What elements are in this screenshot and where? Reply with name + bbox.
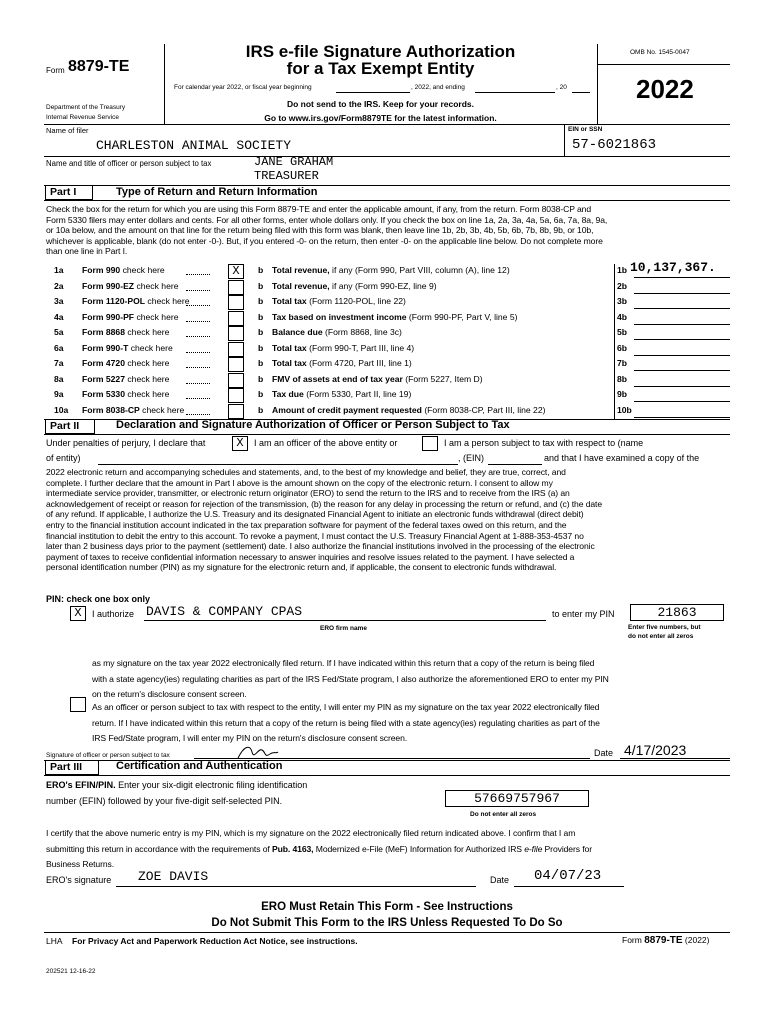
line-letter-b: b xyxy=(258,358,264,368)
line-number-a: 1a xyxy=(54,265,64,275)
entity-name-field[interactable] xyxy=(98,464,458,465)
line-letter-b: b xyxy=(258,389,264,399)
part1-label: Part I xyxy=(45,185,93,200)
entity-ein-field[interactable] xyxy=(488,464,542,465)
line-number-a: 4a xyxy=(54,311,64,322)
line-form: Form 8868 check here xyxy=(82,327,170,337)
officer-name[interactable]: JANE GRAHAM xyxy=(254,155,334,169)
tax-year: 2022 xyxy=(636,74,694,104)
officer-label: Name and title of officer or person subject to tax xyxy=(46,159,212,168)
do-not-enter-zeros: do not enter all zeros xyxy=(628,633,694,640)
officer-checkbox[interactable]: X xyxy=(232,436,248,451)
line-ref: 1b xyxy=(617,265,628,275)
line-number-a: 10a xyxy=(54,404,69,415)
line-letter-b: b xyxy=(258,404,264,415)
department-text: Department of the Treasury xyxy=(46,104,126,111)
line-form: Form 990-EZ check here xyxy=(82,280,179,291)
line-ref: 9b xyxy=(617,389,628,399)
goto-irs: Go to www.irs.gov/Form8879TE for the latest information. xyxy=(264,113,497,123)
efin-no-zeros: Do not enter all zeros xyxy=(470,811,537,818)
part3-label: Part III xyxy=(45,760,99,775)
line-number-a: 8a xyxy=(54,373,64,384)
line-form: Form 4720 check here xyxy=(82,358,170,368)
lha: LHA xyxy=(46,936,63,946)
line-description: Total tax (Form 990-T, Part III, line 4) xyxy=(272,342,415,353)
form-ref: Form 8879-TE (2022) xyxy=(622,935,710,946)
form-checkbox[interactable] xyxy=(228,280,244,295)
line-form: Form 990-T check here xyxy=(82,342,173,353)
decl-b: I am an officer of the above entity or xyxy=(254,438,398,448)
entity-end: and that I have examined a copy of the xyxy=(544,453,700,463)
omb-number: OMB No. 1545-0047 xyxy=(630,49,690,56)
calendar-mid: , 2022, and ending xyxy=(411,84,465,91)
text-line: IRS Fed/State program, I will enter my PIN on the return's disclosure consent screen. xyxy=(92,733,408,743)
line-number-a: 6a xyxy=(54,342,64,353)
ero-must-retain: ERO Must Retain This Form - See Instructions xyxy=(261,901,513,913)
text-line: later than 2 business days prior to the payment (settlement) date. I also authorize the financial institutions involved in the processing of the electronic xyxy=(46,541,595,552)
form-code: 202521 12-16-22 xyxy=(46,968,96,975)
line-form: Form 990 check here xyxy=(82,265,165,275)
line-description: FMV of assets at end of tax year (Form 5227, Item D) xyxy=(272,373,483,384)
ero-efin-pin[interactable]: 57669757967 xyxy=(445,790,589,807)
line-form: Form 5227 check here xyxy=(82,373,170,384)
line-ref: 5b xyxy=(617,327,628,337)
ero-firm-name[interactable]: DAVIS & COMPANY CPAS xyxy=(146,604,303,619)
line-letter-b: b xyxy=(258,311,264,322)
part1-intro: Check the box for the return for which you are using this Form 8879-TE and enter the applicable amount, if any, from the return. Form 8038-CP and Form 5330 filers may enter dollars and cents. For all other forms, enter whole dollars only. If you check the box on line 1a, 2a, 3a, 4a, 5a, 6a, 7a, 8a, 9a, or 10a below, and the amount on that line for the return being filed with this form was blank, then leave line 1b, 2b, 3b, 4b, 5b, 6b, 7b, 8b, 9b, or 10b, whichever is applicable, blank (do not enter -0-). But, if you entered -0- on the return, then enter -0- on the applicable line below. Do not complete more than one line in Part I. xyxy=(46,204,608,257)
line-ref: 2b xyxy=(617,280,628,291)
form-number: 8879-TE xyxy=(68,58,130,75)
line-form: Form 8038-CP check here xyxy=(82,404,185,415)
line-ref: 3b xyxy=(617,296,628,306)
filer-ein[interactable]: 57-6021863 xyxy=(572,137,657,153)
pin-heading: PIN: check one box only xyxy=(46,594,151,604)
ein-label: EIN or SSN xyxy=(568,126,603,133)
line-letter-b: b xyxy=(258,296,264,306)
ero-date-label: Date xyxy=(490,875,510,885)
entity-label: of entity) xyxy=(46,453,81,463)
ero-authorization-text xyxy=(92,656,732,703)
signature-label: Signature of officer or person subject to tax xyxy=(46,752,170,759)
text-line: as my signature on the tax year 2022 electronically filed return. If I have indicated within this return that a copy of the return is being filed xyxy=(92,658,595,668)
line-letter-b: b xyxy=(258,342,264,353)
text-line: acknowledgement of receipt or reason for rejection of the transmission, (b) the reason for any delay in processing the return or refund, and (c) the date xyxy=(46,498,603,509)
enter-five-numbers: Enter five numbers, but xyxy=(628,624,701,631)
line-ref: 7b xyxy=(617,358,628,368)
decl-a: Under penalties of perjury, I declare that xyxy=(46,438,206,448)
line-description: Tax due (Form 5330, Part II, line 19) xyxy=(272,389,412,399)
calendar-end: , 20 xyxy=(556,84,567,91)
line-description: Tax based on investment income (Form 990-PF, Part V, line 5) xyxy=(272,311,518,322)
text-line: 2022 electronic return and accompanying schedules and statements, and, to the best of my knowledge and belief, they are true, correct, and xyxy=(46,467,566,477)
declaration-paragraph xyxy=(46,467,730,573)
part1-title: Type of Return and Return Information xyxy=(116,186,318,198)
line-description: Total revenue, if any (Form 990, Part VIII, column (A), line 12) xyxy=(272,265,510,275)
text-line: personal identification number (PIN) as my signature for the electronic return and, if applicable, the consent to electronic funds withdrawal. xyxy=(46,562,557,573)
line-description: Amount of credit payment requested (Form 8038-CP, Part III, line 22) xyxy=(272,404,546,415)
form-checkbox[interactable] xyxy=(228,326,244,341)
ein-field-label: , (EIN) xyxy=(458,453,484,463)
text-line: payment of taxes to receive confidential information necessary to answer inquiries and resolve issues related to the payment. I have selected a xyxy=(46,551,575,562)
ero-firm-label: ERO firm name xyxy=(320,625,367,632)
privacy-notice: For Privacy Act and Paperwork Reduction Act Notice, see instructions. xyxy=(72,936,358,946)
line-form: Form 1120-POL check here xyxy=(82,296,190,306)
ero-signature-label: ERO's signature xyxy=(46,875,112,885)
form-title-line1: IRS e-file Signature Authorization xyxy=(245,42,516,61)
form-prefix: Form xyxy=(46,66,65,75)
form-title-line2: for a Tax Exempt Entity xyxy=(286,59,475,78)
authorize-ero-checkbox[interactable]: X xyxy=(70,606,86,621)
form-checkbox[interactable] xyxy=(228,388,244,403)
part3-title: Certification and Authentication xyxy=(116,760,283,772)
line-ref: 6b xyxy=(617,342,628,353)
line-letter-b: b xyxy=(258,373,264,384)
form-checkbox[interactable] xyxy=(228,311,244,326)
certification-text: I certify that the above numeric entry is my PIN, which is my signature on the 2022 electronically filed return indicated above. I confirm that I am submitting this return in accordance with the requirements of Pub. 4163, Modernized e-File (MeF) Information for Authorized IRS e-file Providers for Business Returns. xyxy=(46,828,592,869)
line-letter-b: b xyxy=(258,265,264,275)
text-line: intermediate service provider, transmitter, or electronic return originator (ERO) to send the return to the IRS and to receive from the IRS (a) an xyxy=(46,488,570,499)
name-of-filer-label: Name of filer xyxy=(46,126,89,135)
line-ref: 8b xyxy=(617,373,628,384)
form-checkbox[interactable]: X xyxy=(228,264,244,279)
ero-date[interactable]: 04/07/23 xyxy=(534,868,602,884)
text-line: of any refund. If applicable, I authorize the U.S. Treasury and its designated Financial Agent to initiate an electronic funds withdrawal (direct debit) xyxy=(46,509,584,520)
efin-text-line1: ERO's EFIN/PIN. Enter your six-digit electronic filing identification xyxy=(46,780,308,790)
form-checkbox[interactable] xyxy=(228,373,244,388)
line-amount[interactable]: 10,137,367. xyxy=(630,260,716,275)
line-ref: 10b xyxy=(617,404,632,415)
line-description: Total revenue, if any (Form 990-EZ, line 9) xyxy=(272,280,437,291)
line-form: Form 990-PF check here xyxy=(82,311,179,322)
self-entry-text xyxy=(92,700,732,747)
form-checkbox[interactable] xyxy=(228,342,244,357)
line-description: Balance due (Form 8868, line 3c) xyxy=(272,327,402,337)
line-letter-b: b xyxy=(258,327,264,337)
self-enter-pin-checkbox[interactable] xyxy=(70,697,86,712)
authorize-label: I authorize xyxy=(92,609,135,619)
part2-title: Declaration and Signature Authorization of Officer or Person Subject to Tax xyxy=(116,419,510,431)
text-line: financial institution to debit the entry to this account. To revoke a payment, I must contact the U.S. Treasury Financial Agent at 1-888-353-4537 no xyxy=(46,530,584,541)
decl-c: I am a person subject to tax with respect to (name xyxy=(444,438,644,448)
line-form: Form 5330 check here xyxy=(82,389,170,399)
text-line: with a state agency(ies) regulating charities as part of the IRS Fed/State program, I also authorize the aforementioned ERO to enter my PIN xyxy=(92,673,609,684)
officer-title[interactable]: TREASURER xyxy=(254,169,319,183)
do-not-send: Do not send to the IRS. Keep for your records. xyxy=(286,99,475,109)
line-number-a: 2a xyxy=(54,280,64,291)
taxpayer-pin[interactable]: 21863 xyxy=(630,604,724,621)
line-number-a: 7a xyxy=(54,358,64,368)
officer-date-label: Date xyxy=(594,748,614,758)
line-number-a: 9a xyxy=(54,389,64,399)
irs-text: Internal Revenue Service xyxy=(46,114,119,121)
to-enter-pin: to enter my PIN xyxy=(552,609,615,619)
efin-text-line2: number (EFIN) followed by your five-digit self-selected PIN. xyxy=(46,796,283,806)
form-checkbox[interactable] xyxy=(228,295,244,310)
line-ref: 4b xyxy=(617,311,628,322)
line-number-a: 5a xyxy=(54,327,64,337)
line-description: Total tax (Form 4720, Part III, line 1) xyxy=(272,358,412,368)
text-line: entry to the financial institution account indicated in the tax preparation software for payment of the federal taxes owed on this return, and the xyxy=(46,519,567,530)
line-number-a: 3a xyxy=(54,296,64,306)
form-checkbox[interactable] xyxy=(228,404,244,419)
form-checkbox[interactable] xyxy=(228,357,244,372)
filer-name[interactable]: CHARLESTON ANIMAL SOCIETY xyxy=(96,138,292,153)
text-line: return. If I have indicated within this return that a copy of the return is being filed with a state agency(ies) regulating charities as part of the xyxy=(92,717,600,728)
text-line: As an officer or person subject to tax with respect to the entity, I will enter my PIN as my signature on the tax year 2022 electronically filed xyxy=(92,702,600,712)
calendar-text: For calendar year 2022, or fiscal year beginning xyxy=(174,84,312,91)
person-subject-checkbox[interactable] xyxy=(422,436,438,451)
ero-signature[interactable]: ZOE DAVIS xyxy=(138,869,209,884)
line-description: Total tax (Form 1120-POL, line 22) xyxy=(272,296,406,306)
text-line: on the return's disclosure consent screen. xyxy=(92,689,247,699)
do-not-submit: Do Not Submit This Form to the IRS Unless Requested To Do So xyxy=(211,917,563,929)
line-letter-b: b xyxy=(258,280,264,291)
part2-label: Part II xyxy=(45,419,95,434)
officer-date[interactable]: 4/17/2023 xyxy=(624,742,687,758)
text-line: complete. I further declare that the amount in Part I above is the amount shown on the copy of the electronic return. I consent to allow my xyxy=(46,477,553,488)
